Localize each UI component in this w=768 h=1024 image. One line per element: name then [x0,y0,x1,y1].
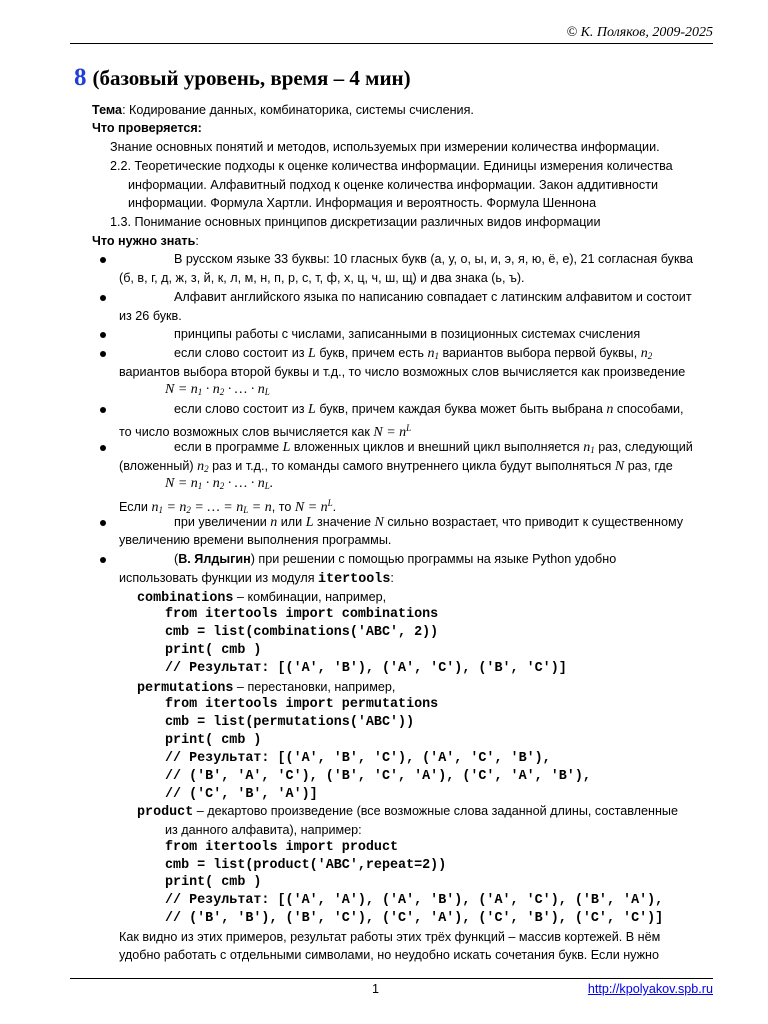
bullet-text: (вложенный) $n_2$ раз и т.д., то команды самого внутреннего цикла будут выполняться N раз, где [119,459,673,474]
checks-line: Знание основных понятий и методов, используемых при измерении количества информации. [110,140,660,154]
code-line: // ('B', 'A', 'C'), ('B', 'C', 'A'), ('C', 'A', 'B'), [165,769,591,784]
bullet-text: вариантов выбора второй буквы и т.д., то число возможных слов вычисляется как произведение [119,365,686,379]
checks-line: информации. Алфавитный подход к оценке количества информации. Закон аддитивности [128,178,659,192]
code-line: cmb = list(combinations('ABC', 2)) [165,625,439,640]
site-link[interactable]: http://kpolyakov.spb.ru [587,982,713,996]
bullet-text: В русском языке 33 буквы: 10 гласных букв (а, у, о, ы, и, э, я, ю, ё, е), 21 согласная буква [174,252,694,266]
code-line: cmb = list(permutations('ABC')) [165,715,415,730]
know-label: Что нужно знать [92,234,196,248]
bullet-marker [100,520,106,526]
code-line: // ('C', 'B', 'A')] [165,787,318,802]
task-title [74,64,411,92]
bullet-text: при увеличении n или L значение N сильно возрастает, что приводит к существенному [174,515,684,530]
bullet-marker [100,332,106,338]
bullet-text: если слово состоит из L букв, причем есть $n_1$ вариантов выбора первой буквы, $n_2$ [174,346,653,361]
code-line: // Результат: [('A', 'B', 'C'), ('A', 'C', 'B'), [165,751,551,766]
closing-line: удобно работать с отдельными символами, но неудобно искать сочетания букв. Если нужно [119,948,660,962]
author-name: В. Ялдыгин [178,552,251,566]
header-rule [70,43,713,44]
closing-line: Как видно из этих примеров, результат работы этих трёх функций – массив кортежей. В нём [119,930,661,944]
product-desc: из данного алфавита), например: [165,823,362,837]
footer-rule [70,978,713,979]
know-line [92,232,199,250]
bullet-text: Алфавит английского языка по написанию совпадает с латинским алфавитом и состоит [174,290,692,304]
bullet-text: если в программе L вложенных циклов и внешний цикл выполняется $n_1$ раз, следующий [174,440,693,455]
bullet-marker [100,351,106,357]
formula: $N = n_1 \cdot n_2$ · … · $n_L$ [165,382,270,397]
task-number: 8 [74,64,87,91]
header-copyright: © К. Поляков, 2009-2025 [566,25,713,40]
bullet-text: (В. Ялдыгин) при решении с помощью программы на языке Python удобно [174,552,617,566]
code-line: print( cmb ) [165,875,262,890]
bullet-marker [100,407,106,413]
bullet-marker [100,257,106,263]
code-line: // Результат: [('A', 'B'), ('A', 'C'), ('B', 'C')] [165,661,567,676]
checks-line: информации. Формула Хартли. Информация и вероятность. Формула Шеннона [128,196,597,210]
bullet-text: использовать функции из модуля itertools: [119,571,394,587]
bullet-text: то число возможных слов вычисляется как $N = n^L$ [119,423,412,440]
permutations-heading: permutations – перестановки, например, [137,680,396,696]
code-line: // ('B', 'B'), ('B', 'C'), ('C', 'A'), ('C', 'B'), ('C', 'C')] [165,911,664,926]
bullet-marker [100,557,106,563]
code-line: print( cmb ) [165,643,262,658]
topic-label: Тема [92,103,123,117]
bullet-text: из 26 букв. [119,309,182,323]
bullet-text: (б, в, г, д, ж, з, й, к, л, м, н, п, р, с, т, ф, х, ц, ч, ш, щ) и два знака (ь, ъ). [119,271,525,285]
code-line: from itertools import permutations [165,697,439,712]
checks-label: Что проверяется: [92,121,202,135]
topic-line [92,101,474,119]
code-line: from itertools import combinations [165,607,439,622]
combinations-heading: combinations – комбинации, например, [137,590,387,606]
task-title-text: (базовый уровень, время – 4 мин) [92,66,411,90]
code-line: from itertools import product [165,840,399,855]
bullet-text: увеличению времени выполнения программы. [119,533,392,547]
know-colon: : [195,234,199,248]
topic-text: : Кодирование данных, комбинаторика, системы счисления. [122,103,474,117]
checks-line: 1.3. Понимание основных принципов дискретизации различных видов информации [110,215,601,229]
product-heading: product – декартово произведение (все возможные слова заданной длины, составленные [137,804,678,820]
module-name: itertools [318,572,391,587]
bullet-marker [100,445,106,451]
bullet-text: если слово состоит из L букв, причем каждая буква может быть выбрана n способами, [174,402,684,417]
code-line: cmb = list(product('ABC',repeat=2)) [165,858,447,873]
bullet-text: принципы работы с числами, записанными в позиционных системах счисления [174,327,641,341]
code-line: print( cmb ) [165,733,262,748]
formula: $N = n_1 \cdot n_2$ · … · $n_L$. [165,476,274,491]
bullet-text: Если $n_1 = n_2$ = … = $n_L = n$, то $N = n^L$. [119,498,337,515]
page-number: 1 [372,982,380,996]
bullet-marker [100,295,106,301]
checks-line: 2.2. Теоретические подходы к оценке количества информации. Единицы измерения количества [110,159,673,173]
code-line: // Результат: [('A', 'A'), ('A', 'B'), ('A', 'C'), ('B', 'A'), [165,893,664,908]
